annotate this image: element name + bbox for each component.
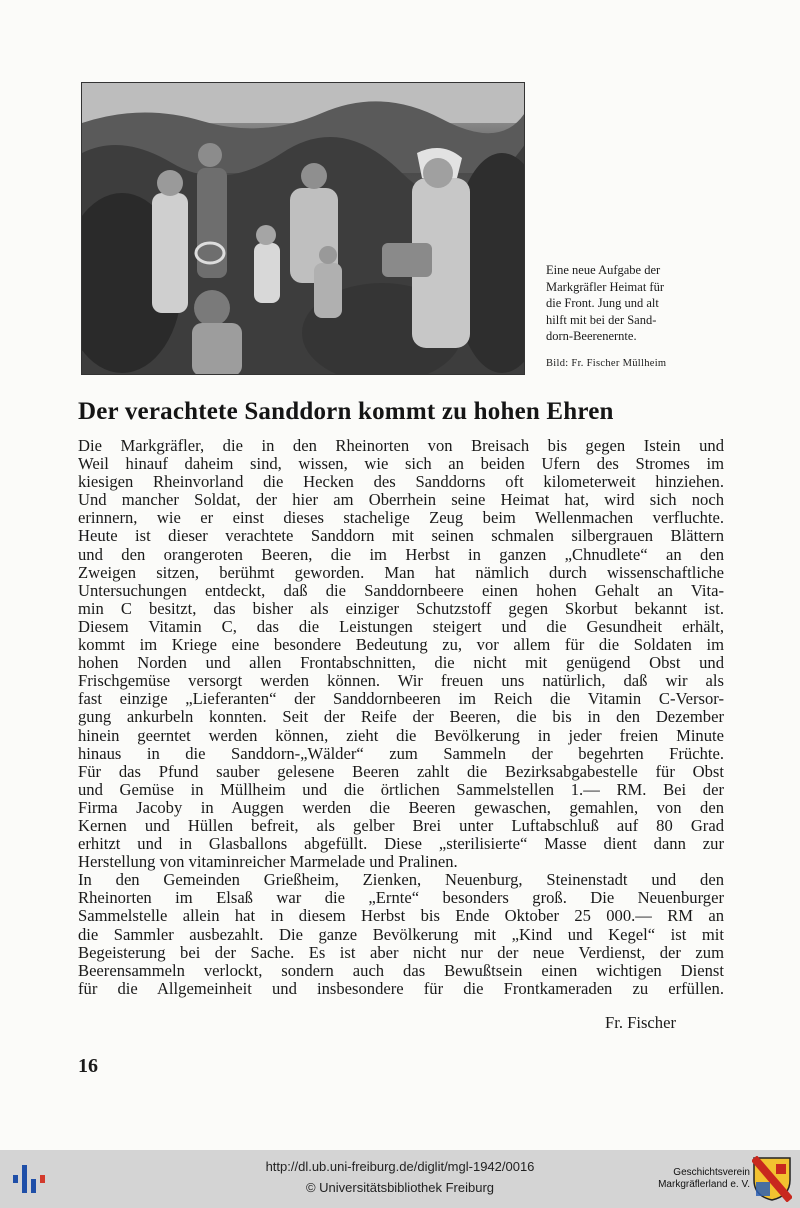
viewer-footer bbox=[0, 1150, 800, 1208]
caption-line: Eine neue Aufgabe der bbox=[546, 263, 661, 277]
body-line: kiesigen Rheinvorland die Hecken des Sanddorns oft kilometerweit hinziehen. bbox=[78, 473, 724, 492]
article-author: Fr. Fischer bbox=[605, 1013, 676, 1032]
body-line: min C besitzt, das bisher als einziger Schutzstoff gegen Skorbut bekannt ist. bbox=[78, 599, 724, 618]
body-line: und den orangeroten Beeren, die im Herbst in ganzen „Chnudlete“ an den bbox=[78, 545, 724, 564]
body-line: hinaus in die Sanddorn-„Wälder“ zum Sammeln der begehrten Früchte. bbox=[78, 744, 724, 763]
body-line: Heute ist dieser verachtete Sanddorn mit seinen schmalen silbergrauen Blättern bbox=[78, 527, 724, 546]
body-line: Für das Pfund sauber gelesene Beeren zahlt die Bezirksabgabestelle für Obst bbox=[78, 762, 724, 781]
body-line: kommt im Kriege eine besondere Bedeutung zu, vor allem für die Soldaten im bbox=[78, 636, 724, 655]
body-line: für die Allgemeinheit und insbesondere für die Frontkameraden zu erfüllen. bbox=[78, 979, 724, 998]
harvest-photo bbox=[81, 82, 525, 375]
body-line: In den Gemeinden Grießheim, Zienken, Neuenburg, Steinenstadt und den bbox=[78, 871, 724, 890]
body-line: Rheinorten im Elsaß war die „Ernte“ besonders groß. Die Neuenburger bbox=[78, 889, 724, 908]
document-url-link[interactable]: http://dl.ub.uni-freiburg.de/diglit/mgl-1942/0016 bbox=[265, 1159, 535, 1174]
page-number: 16 bbox=[78, 1055, 98, 1077]
body-line: Begeisterung bei der Sache. Es ist aber nicht nur der neue Verdienst, der zum bbox=[78, 943, 724, 962]
body-line: gung ankurbeln konnten. Seit der Reife der Beeren, die bis in den Dezember bbox=[78, 708, 724, 727]
caption-line: dorn-Beerenernte. bbox=[546, 329, 637, 343]
body-line: hohen Norden und allen Frontabschnitten, die nicht mit genügend Obst und bbox=[78, 654, 724, 673]
body-line: Untersuchungen entdeckt, daß die Sanddornbeere einen hohen Gehalt an Vita- bbox=[78, 581, 724, 600]
body-line: Firma Jacoby in Auggen werden die Beeren gewaschen, gemahlen, von den bbox=[78, 798, 724, 817]
photo-caption bbox=[546, 262, 726, 345]
photo-illustration bbox=[82, 83, 525, 375]
caption-line: hilft mit bei der Sand- bbox=[546, 312, 657, 327]
society-name bbox=[640, 1167, 750, 1191]
society-name-line: Geschichtsverein bbox=[673, 1167, 750, 1178]
body-line: Herstellung von vitaminreicher Marmelade und Pralinen. bbox=[78, 853, 458, 872]
caption-line: Markgräfler Heimat für bbox=[546, 279, 664, 294]
article-body bbox=[78, 437, 724, 998]
caption-line: die Front. Jung und alt bbox=[546, 296, 659, 310]
body-line: die Sammler ausbezahlt. Die ganze Bevölkerung mit „Kind und Kegel“ ist mit bbox=[78, 925, 724, 944]
body-line: Weil hinauf daheim sind, wissen, wie sich an beiden Ufern des Stromes im bbox=[78, 455, 724, 474]
body-line: fast einzige „Lieferanten“ der Sanddornbeeren im Reich die Vitamin C-Versor- bbox=[78, 690, 724, 709]
photo-credit: Bild: Fr. Fischer Müllheim bbox=[546, 358, 667, 369]
body-line: Sammelstelle allein hat in diesem Herbst bis Ende Oktober 25 000.— RM an bbox=[78, 907, 724, 926]
body-line: und Gemüse in Müllheim und die örtlichen Sammelstellen 1.— RM. Bei der bbox=[78, 780, 724, 799]
body-line: Frischgemüse versorgt werden können. Wir freuen uns natürlich, daß wir als bbox=[78, 672, 724, 691]
body-line: Die Markgräfler, die in den Rheinorten von Breisach bis gegen Istein und bbox=[78, 437, 724, 455]
body-line: erhitzt und in Glasballons abgefüllt. Diese „sterilisierte“ Masse dient dann zur bbox=[78, 835, 724, 854]
body-line: Diesem Vitamin C, das die Leistungen steigert und die Gesundheit erhält, bbox=[78, 617, 724, 636]
body-line: Und mancher Soldat, der hier am Oberrhein seine Heimat hat, wird sich noch bbox=[78, 491, 724, 510]
body-line: Beerensammeln verlockt, sondern auch das Bewußtsein einen wichtigen Dienst bbox=[78, 961, 724, 980]
body-line: hinein geerntet werden können, zieht die Bevölkerung in jeder freien Minute bbox=[78, 726, 724, 745]
article-title: Der verachtete Sanddorn kommt zu hohen Ehren bbox=[78, 398, 614, 425]
society-crest-icon[interactable] bbox=[752, 1156, 792, 1202]
copyright-notice: © Universitätsbibliothek Freiburg bbox=[305, 1180, 495, 1195]
society-name-line: Markgräflerland e. V. bbox=[658, 1179, 750, 1190]
body-line: Kernen und Hüllen befreit, als gelber Brei unter Luftabschluß auf 80 Grad bbox=[78, 816, 724, 835]
body-line: erinnern, wie er einst dieses stachelige Zeug beim Wellenmachen verfluchte. bbox=[78, 509, 724, 528]
body-line: Zweigen sitzen, berühmt geworden. Man hat nämlich durch wissenschaftliche bbox=[78, 563, 724, 582]
